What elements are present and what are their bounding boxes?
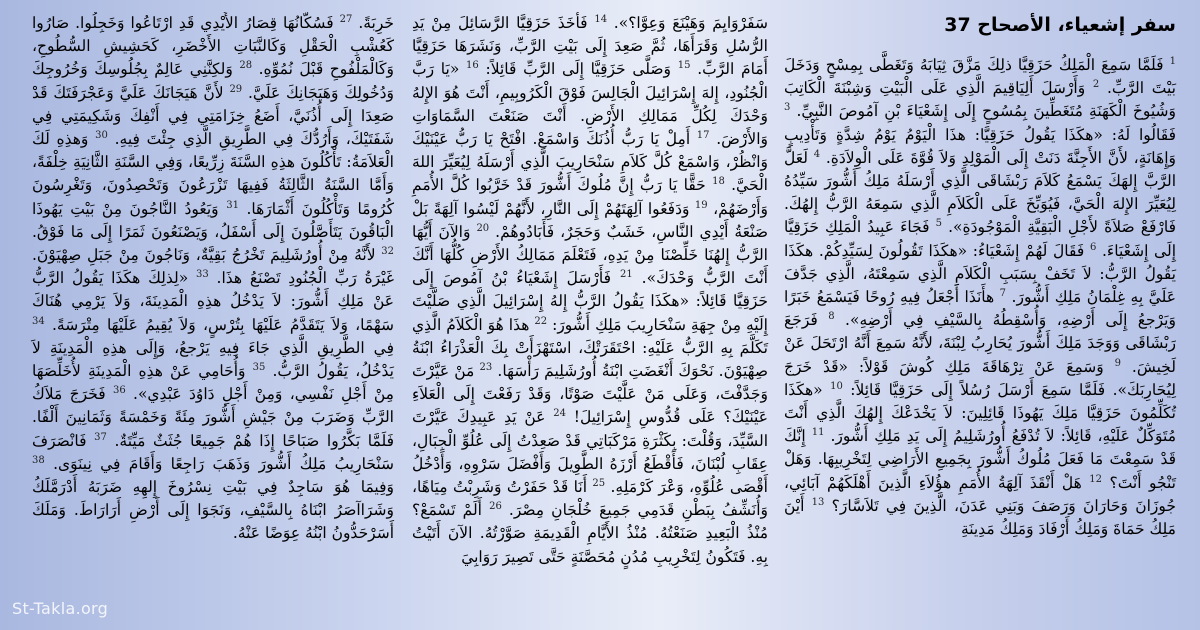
verse-text: عَنْ يَدِ عَبِيدِكَ عَيَّرْتَ السَّيِّدَ، وَقُلْتَ: بِكَثْرَةِ مَرْكَبَاتِي قَدْ صَعِدْتُ إِلَى عُلُوِّ الْجِبَالِ، عِقَابِ لُبْنَانَ، فَأَقْطَعُ أَرْزَهُ الطَّوِيلَ وَأَفْضَلَ سَرْوِهِ، وَأَدْخُلُ أَقْصَى عُلُوِّهِ، وَعْرَ كَرْمَلِهِ. [412,408,768,497]
verse-number: 2 [1092,79,1100,91]
verse-number: 26 [489,501,502,513]
column-text [32,12,394,546]
verse-text: وَسَمِعَ عَنْ تِرْهَاقَةَ مَلِكِ كُوشَ قَوْلاً: «قَدْ خَرَجَ لِيُحَارِبَكَ». فَلَمَّا سَمِعَ أَرْسَلَ رُسُلاً إِلَى حَزَقِيَّا قَائِلاً: [784,357,1176,399]
verse-number: 9 [1114,357,1122,369]
verse-number: 13 [811,496,825,508]
verse-number: 21 [619,269,633,281]
verse-number: 18 [712,176,725,188]
chapter-title: سفر إشعياء، الأصحاح 37 [944,14,1176,36]
verse-text: هَلْ أَنْقَذَ آلِهَةُ الأُمَمِ هؤُلاَءِ الَّذِينَ أَهْلَكَهُمْ آبَائِي، جُوزَانَ وَحَارَانَ وَرَصَفَ وَبَنِي عَدَنَ، الَّذِينَ فِي تَلاَسَّارَ؟ [784,473,1176,515]
verse-text: «هكَذَا تُكَلِّمُونَ حَزَقِيَّا مَلِكَ يَهُوذَا قَائِلِينَ: لاَ يَخْدَعْكَ إِلهُكَ الَّذِي أَنْتَ مُتَوَكِّلٌ عَلَيْهِ، قَائِلاً: لاَ تُدْفَعُ أُورُشَلِيمُ إِلَى يَدِ مَلِكِ أَشُّورَ. [784,380,1176,446]
verse-text: فَسُكَّانُهَا قِصَارُ الأَيْدِي قَدِ ارْتَاعُوا وَخَجِلُوا. صَارُوا كَعُشْبِ الْحَقْلِ وَكَالنَّبَاتِ الأَخْضَرِ، كَحَشِيشِ السُّطُوحِ، وَكَالْمَلْفُوحِ قَبْلَ نُمُوِّهِ. [32,14,395,79]
verse-number: 16 [466,60,479,72]
verse-number: 3 [784,102,791,114]
site-watermark: St-Takla.org [12,599,109,618]
verse-number: 24 [553,408,566,420]
verse-number: 23 [479,361,493,373]
verse-text: «يَا رَبَّ الْجُنُودِ، إِلهَ إِسْرَائِيلَ الْجَالِسَ فَوْقَ الْكَرُوبِيمِ، أَنْتَ هُوَ الإِلهُ وَحْدَكَ لِكُلِّ مَمَالِكِ الأَرْضِ. أَنْتَ صَنَعْتَ السَّمَاوَاتِ وَالأَرْضَ. [412,60,768,149]
verse-number: 5 [935,218,943,230]
verse-text: خَرِبَةً. [358,14,394,32]
verse-number: 1 [1169,55,1176,67]
verse-text: فَلَمَّا سَمِعَ الْمَلِكُ حَزَقِيَّا ذلِكَ مَزَّقَ ثِيَابَهُ وَتَغَطَّى بِمِسْحٍ وَدَخَلَ بَيْتَ الرَّبِّ. [784,56,1176,98]
verse-text: فَجَاءَ عَبِيدُ الْمَلِكِ حَزَقِيَّا إِلَى إِشَعْيَاءَ. [784,218,1177,260]
verse-text: مَنْ عَيَّرْتَ وَجَدَّفْتَ، وَعَلَى مَنْ عَلَّيْتَ صَوْتًا، وَقَدْ رَفَعْتَ إِلَى الْعَلاَءِ عَيْنَيْكَ؟ عَلَى قُدُّوسِ إِسْرَائِيلَ! [412,362,768,427]
verse-text: هذَا هُوَ الْكَلاَمُ الَّذِي تَكَلَّمَ بِهِ الرَّبُّ عَلَيْهِ: احْتَقَرَتْكَ، اسْتَهْزَأَتْ بِكَ الْعَذْرَاءُ ابْنَةُ صِهْيَوْنَ. نَحْوَكَ أَنْغَضَتِ ابْنَةُ أُورُشَلِيمَ رَأْسَهَا. [412,315,768,381]
verse-text: فَقَالَ لَهُمْ إِشَعْيَاءُ: «هكَذَا تَقُولُونَ لِسَيِّدِكُمْ. هكَذَا يَقُولُ الرَّبُّ: لاَ تَخَفْ بِسَبَبِ الْكَلاَمِ الَّذِي سَمِعْتَهُ، الَّذِي جَدَّفَ عَلَيَّ بِهِ غِلْمَانُ مَلِكِ أَشُّورَ. [784,241,1176,307]
verse-number: 29 [229,83,243,95]
verse-text: لأَنَّ هَيَجَانَكَ عَلَيَّ وَعَجْرَفَتَكَ قَدْ صَعِدَا إِلَى أُذُنَيَّ، أَضَعُ خِزَامَتِي فِي أَنْفِكَ وَشَكِيمَتِي فِي شَفَتَيْكَ، وَأَرُدُّكَ فِي الطَّرِيقِ الَّذِي جِئْتَ فِيهِ. [32,83,395,149]
verse-text: فَرَجَعَ رَبْشَاقَى وَوَجَدَ مَلِكَ أَشُّورَ يُحَارِبُ لِبْنَةَ، لأَنَّهُ سَمِعَ أَنَّهُ ارْتَحَلَ عَنْ لَخِيشَ. [784,311,1176,376]
verse-text: وَلكِنَّنِي عَالِمٌ بِجُلُوسِكَ وَخُرُوجِكَ وَدُخُولِكَ وَهَيَجَانِكَ عَلَيَّ. [32,60,394,102]
verse-number: 30 [95,129,108,141]
verse-number: 22 [534,315,548,327]
verse-text: وَصَلَّى حَزَقِيَّا إِلَى الرَّبِّ قَائِلاً: [485,60,672,79]
verse-number: 31 [226,199,239,211]
column-text [784,54,1176,541]
verse-text: وَفِيمَا هُوَ سَاجِدٌ فِي بَيْتِ نِسْرُوخَ إِلهِهِ ضَرَبَهُ أَدْرَمَّلَكُ وَشَرَاآصَرُ ابْنَاهُ بِالسَّيْفِ، وَنَجَوَا إِلَى أَرْضِ أَرَارَاطَ. وَمَلَكَ أَسَرْحَدُّونُ ابْنُهُ عِوَضًا عَنْهُ. [32,478,394,543]
verse-number: 32 [381,245,394,257]
verse-text: فَانْصَرَفَ سَنْحَارِيبُ مَلِكُ أَشُّورَ وَذَهَبَ رَاجِعًا وَأَقَامَ فِي نِينَوَى. [32,431,394,473]
verse-number: 15 [677,60,691,72]
verse-text: «لِذلِكَ هكَذَا يَقُولُ الرَّبُّ عَنْ مَلِكِ أَشُّورَ: لاَ يَدْخُلُ هذِهِ الْمَدِينَةَ، وَلاَ يَرْمِي هُنَاكَ سَهْمًا، وَلاَ يَتَقَدَّمُ عَلَيْهَا بِتُرْسٍ، وَلاَ يُقِيمُ عَلَيْهَا مِتْرَسَةً. [32,269,394,334]
verse-number: 19 [694,199,708,211]
verse-number: 38 [32,454,45,466]
verse-text: فِي الطَّرِيقِ الَّذِي جَاءَ فِيهِ يَرْجعُ، وَإِلَى هذِهِ الْمَدِينَةِ لاَ يَدْخُلُ، يَقُولُ الرَّبُّ. [32,338,394,381]
text-column-left [20,12,400,610]
verse-text: وَأَرْسَلَ أَلِيَاقِيمَ الَّذِي عَلَى الْبَيْتِ وَشِبْنَةَ الْكَاتِبَ وَشُيُوخَ الْكَهَنَةِ مُتَغَطِّينَ بِمُسُوحٍ إِلَى إِشَعْيَاءَ بْنِ آمُوصَ النَّبِيِّ. [784,79,1176,121]
verse-text: أَمِلْ يَا رَبُّ أُذُنَكَ وَاسْمَعْ. افْتَحْ يَا رَبُّ عَيْنَيْكَ وَانْظُرْ، وَاسْمَعْ كُلَّ كَلاَمِ سَنْحَارِيبَ الَّذِي أَرْسَلَهُ لِيُعَيِّرَ اللهَ الْحَيَّ. [412,130,768,195]
column-text [412,12,768,569]
verse-text: أَيْنَ مَلِكُ حَمَاةَ وَمَلِكُ أَرْفَادَ وَمَلِكُ مَدِينَةِ [784,496,1176,539]
verse-number: 33 [196,269,209,281]
verse-number: 27 [339,13,353,25]
verse-text: أَلَمْ تَسْمَعْ؟ مُنْذُ الْبَعِيدِ صَنَعْتُهُ. مُنْذُ الأَيَّامِ الْقَدِيمَةِ صَوَّرْتُهُ. الآنَ أَتَيْتُ بِهِ. فَتَكُونُ لِتَخْرِيبِ مُدُنٍ مُحَصَّنَةٍ حَتَّى تَصِيرَ رَوَابِيَ [412,501,768,566]
verse-number: 7 [999,287,1007,299]
verse-text: لَعَلَّ الرَّبَّ إِلهَكَ يَسْمَعُ كَلاَمَ رَبْشَاقَى الَّذِي أَرْسَلَهُ مَلِكُ أَشُّورَ سَيِّدُهُ لِيُعَيِّرَ الإِلهَ الْحَيَّ، فَيُوَبِّخَ عَلَى الْكَلاَمِ الَّذِي سَمِعَهُ الرَّبُّ إِلهُكَ. فَارْفَعْ صَلاَةً لأَجْلِ الْبَقِيَّةِ الْمَوْجُودَةِ». [784,148,1176,237]
verse-number: 37 [94,431,107,443]
verse-text: أَنَا قَدْ حَفَرْتُ وَشَرِبْتُ مِيَاهًا، وَأُنَشِّفُ بِبَطْنِ قَدَمِي جَمِيعَ خُلْجَانِ مِصْرَ. [412,478,768,520]
verse-text: إِنَّكَ قَدْ سَمِعْتَ مَا فَعَلَ مُلُوكُ أَشُّورَ بِجَمِيعِ الأَرَاضِي لِتَخْرِيبِهَا. وَهَلْ تَنْجُو أَنْتَ؟ [784,427,1177,492]
verse-text: سَفَرْوَايِمَ وَهَيْنَعَ وَعِوَّا؟». [613,14,768,32]
verse-text: وَأُحَامِي عَنْ هذِهِ الْمَدِينَةِ لأُخَلِّصَهَا مِنْ أَجْلِ نَفْسِي، وَمِنْ أَجْلِ دَاوُدَ عَبْدِي». [32,362,394,404]
verse-text: وَالآنَ أَيُّهَا الرَّبُّ إِلهُنَا خَلِّصْنَا مِنْ يَدِهِ، فَتَعْلَمَ مَمَالِكُ الأَرْضِ كُلُّهَا أَنَّكَ أَنْتَ الرَّبُّ وَحْدَكَ». [412,222,768,288]
verse-text: لأَنَّهُ مِنْ أُورُشَلِيمَ تَخْرُجُ بَقِيَّةٌ، وَنَاجُونَ مِنْ جَبَلِ صِهْيَوْنَ. غَيْرَةُ رَبِّ الْجُنُودِ تَصْنَعُ هذَا. [32,246,394,288]
text-column-right [780,12,1182,610]
verse-number: 14 [594,13,608,25]
verse-text: فَأَرْسَلَ إِشَعْيَاءُ بْنُ آمُوصَ إِلَى حَزَقِيَّا قَائِلاً: «هكَذَا يَقُولُ الرَّبُّ إِلهُ إِسْرَائِيلَ الَّذِي صَلَّيْتَ إِلَيْهِ مِنْ جِهَةِ سَنْحَارِيبَ مَلِكِ أَشُّورَ: [412,269,768,334]
verse-number: 6 [1089,241,1097,253]
text-column-middle [400,12,780,610]
verse-number: 12 [1089,473,1102,485]
verse-text: وَيَعُودُ النَّاجُونَ مِنْ بَيْتِ يَهُوذَا الْبَاقُونَ يَتَأَصَّلُونَ إِلَى أَسْفَلُ، وَيَصْنَعُونَ ثَمَرًا إِلَى مَا فَوْقُ. [32,199,394,241]
verse-number: 8 [828,311,835,323]
verse-number: 4 [813,148,821,160]
verse-text: فَقَالُوا لَهُ: «هكَذَا يَقُولُ حَزَقِيَّا: هذَا الْيَوْمُ يَوْمُ شِدَّةٍ وَتَأْدِيبٍ وَإِهَانَةٍ، لأَنَّ الأَجِنَّةَ دَنَتْ إِلَى الْمَوْلِدِ وَلاَ قُوَّةَ عَلَى الْوِلاَدَةِ. [784,125,1176,167]
verse-number: 20 [476,222,490,234]
verse-text: وَهذِهِ لَكَ الْعَلاَمَةُ: تَأْكُلُونَ هذِهِ السَّنَةَ زِرِّيعًا، وَفِي السَّنَةِ الثَّانِيَةِ خِلْفَةً، وَأَمَّا السَّنَةُ الثَّالِثَةُ فَفِيهَا تَزْرَعُونَ وَتَحْصِدُونَ، وَتَغْرِسُونَ كُرُومًا وَتَأْكُلُونَ أَثْمَارَهَا. [32,130,394,218]
verse-text: فَخَرَجَ مَلاَكُ الرَّبِّ وَضَرَبَ مِنْ جَيْشِ أَشُّورَ مِئَةً وَخَمْسَةً وَثَمَانِينَ أَلْفًا. فَلَمَّا بَكَّرُوا صَبَاحًا إِذَا هُمْ جَمِيعًا جُثَثٌ مَيِّتَةٌ. [32,385,394,450]
verse-number: 28 [239,60,253,72]
verse-text: هأَنَذَا أَجْعَلُ فِيهِ رُوحًا فَيَسْمَعُ خَبَرًا وَيَرْجعُ إِلَى أَرْضِهِ، وَأُسْقِطُهُ بِالسَّيْفِ فِي أَرْضِهِ». [784,288,1176,330]
verse-number: 36 [112,385,126,397]
verse-number: 17 [696,129,710,141]
verse-text: فَأَخَذَ حَزَقِيَّا الرَّسَائِلَ مِنْ يَدِ الرُّسُلِ وَقَرَأَهَا، ثُمَّ صَعِدَ إِلَى بَيْتِ الرَّبِّ، وَنَشَرَهَا حَزَقِيَّا أَمَامَ الرَّبِّ. [412,14,768,79]
verse-number: 35 [252,361,266,373]
verse-number: 34 [32,315,45,327]
verse-number: 11 [811,427,825,439]
verse-number: 25 [592,477,606,489]
verse-text: وَدَفَعُوا آلِهَتَهُمْ إِلَى النَّارِ، لأَنَّهُمْ لَيْسُوا آلِهَةً بَلْ صَنْعَةُ أَيْدِي النَّاسِ، خَشَبٌ وَحَجَرٌ، فَأَبَادُوهُمْ. [412,199,769,241]
verse-text: حَقًّا يَا رَبُّ إِنَّ مُلُوكَ أَشُّورَ قَدْ خَرَّبُوا كُلَّ الأُمَمِ وَأَرْضَهُمْ، [412,176,768,218]
verse-number: 10 [830,380,843,392]
